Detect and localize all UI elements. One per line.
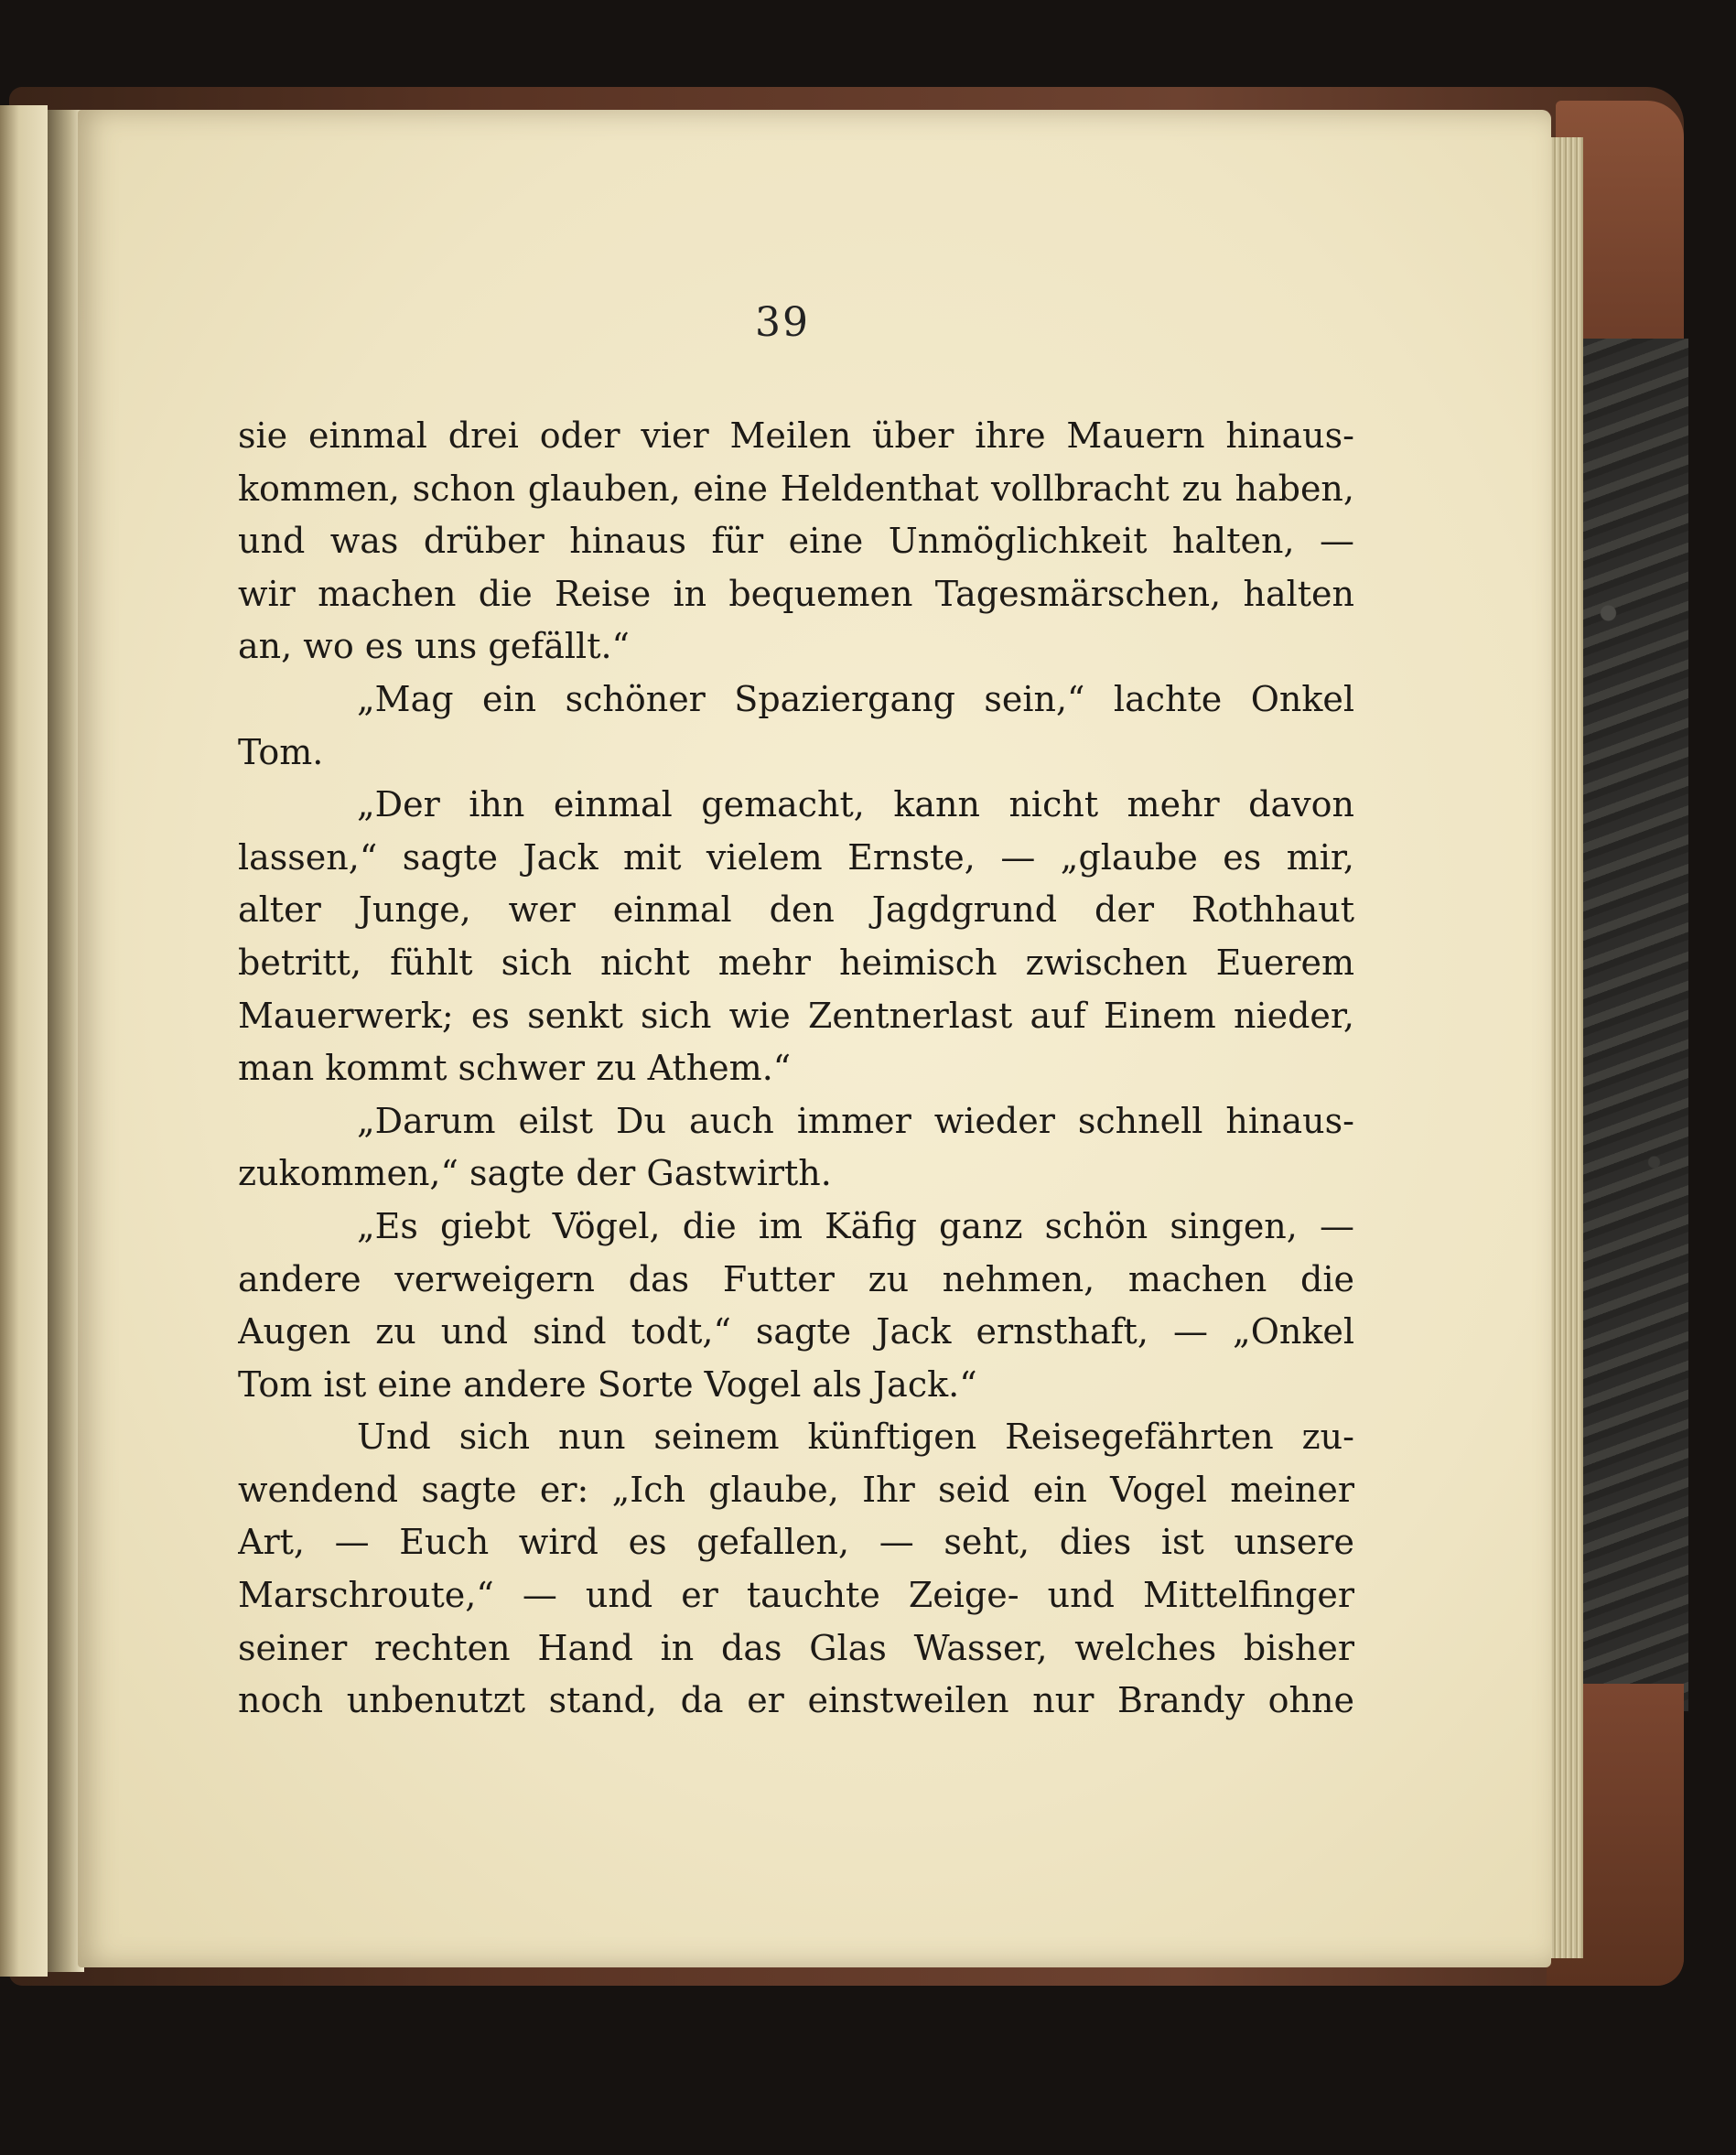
text-line: Und sich nun seinem künftigen Reisegefährten zu- <box>357 1417 1354 1458</box>
text-line: wir machen die Reise in bequemen Tagesmärschen, halten <box>238 573 1354 614</box>
text-line: Marschroute,“ — und er tauchte Zeige- und Mittelfinger <box>238 1575 1354 1616</box>
cover-marbled-board <box>1574 339 1688 1711</box>
text-line: lassen,“ sagte Jack mit vielem Ernste, — „glaube es mir, <box>238 836 1354 878</box>
page-text-block <box>238 410 1354 1728</box>
text-line: andere verweigern das Futter zu nehmen, machen die <box>238 1258 1354 1299</box>
text-line: man kommt schwer zu Athem.“ <box>238 1048 792 1089</box>
text-line: noch unbenutzt stand, da er einstweilen nur Brandy ohne <box>238 1680 1354 1721</box>
text-line: und was drüber hinaus für eine Unmöglichkeit halten, — <box>238 521 1354 562</box>
text-line: „Darum eilst Du auch immer wieder schnell hinaus- <box>357 1100 1354 1141</box>
text-line: Tom ist eine andere Sorte Vogel als Jack.“ <box>238 1363 977 1405</box>
text-line: betritt, fühlt sich nicht mehr heimisch zwischen Euerem <box>238 942 1354 983</box>
text-line: „Mag ein schöner Spaziergang sein,“ lachte Onkel <box>357 678 1354 719</box>
text-line: „Der ihn einmal gemacht, kann nicht mehr davon <box>357 784 1354 825</box>
text-line: wendend sagte er: „Ich glaube, Ihr seid ein Vogel meiner <box>238 1469 1354 1510</box>
text-line: Tom. <box>238 731 324 772</box>
text-line: seiner rechten Hand in das Glas Wasser, welches bisher <box>238 1627 1354 1668</box>
page-number: 39 <box>755 299 810 346</box>
text-line: kommen, schon glauben, eine Heldenthat vollbracht zu haben, <box>238 468 1354 509</box>
text-line: sie einmal drei oder vier Meilen über ihre Mauern hinaus- <box>238 415 1354 456</box>
previous-page-edge <box>0 105 48 1977</box>
text-line: alter Junge, wer einmal den Jagdgrund der Rothhaut <box>238 889 1354 931</box>
text-line: „Es giebt Vögel, die im Käfig ganz schön singen, — <box>357 1205 1354 1246</box>
text-line: an, wo es uns gefällt.“ <box>238 626 630 667</box>
text-line: Art, — Euch wird es gefallen, — seht, dies ist unsere <box>238 1522 1354 1563</box>
text-line: zukommen,“ sagte der Gastwirth. <box>238 1153 832 1194</box>
text-line: Mauerwerk; es senkt sich wie Zentnerlast auf Einem nieder, <box>238 995 1354 1036</box>
text-line: Augen zu und sind todt,“ sagte Jack ernsthaft, — „Onkel <box>238 1311 1354 1352</box>
page-stack-edge <box>1547 137 1583 1958</box>
